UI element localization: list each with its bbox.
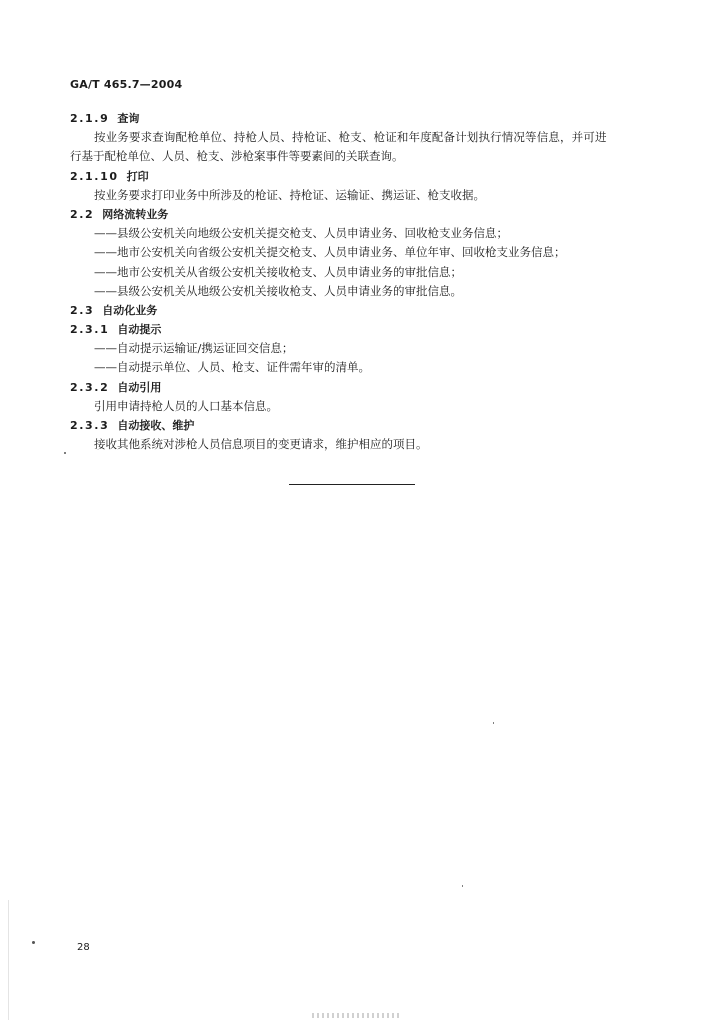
section-title: 自动化业务 bbox=[102, 303, 158, 317]
section-title: 打印 bbox=[126, 169, 149, 183]
section-heading-2-2 bbox=[70, 205, 640, 224]
paragraph-line: 引用申请持枪人员的人口基本信息。 bbox=[94, 398, 278, 413]
section-title: 网络流转业务 bbox=[102, 207, 169, 221]
section-title: 自动接收、维护 bbox=[117, 419, 195, 432]
end-of-standard-rule bbox=[289, 484, 415, 485]
standard-code: GA/T 465.7—2004 bbox=[70, 78, 183, 91]
list-item: ——县级公安机关从地级公安机关接收枪支、人员申请业务的审批信息。 bbox=[94, 283, 462, 298]
section-heading-2-3-2 bbox=[70, 378, 640, 397]
scan-speck bbox=[64, 452, 66, 454]
section-title: 自动引用 bbox=[117, 380, 162, 394]
section-number: 2.3.1 bbox=[70, 323, 110, 337]
section-heading-2-3-1 bbox=[70, 320, 640, 339]
list-item: ——县级公安机关向地级公安机关提交枪支、人员申请业务、回收枪支业务信息； bbox=[94, 226, 508, 241]
section-title: 自动提示 bbox=[117, 323, 162, 337]
section-number: 2.3 bbox=[70, 303, 95, 317]
scan-speck bbox=[462, 885, 463, 887]
document-body bbox=[70, 109, 640, 454]
list-item: ——自动提示单位、人员、枪支、证件需年审的清单。 bbox=[94, 360, 370, 375]
section-heading-2-3 bbox=[70, 301, 640, 320]
paragraph-line: 行基于配枪单位、人员、枪支、涉枪案事件等要素间的关联查询。 bbox=[70, 149, 404, 164]
section-heading-2-3-3 bbox=[70, 416, 640, 435]
scan-edge-shadow bbox=[8, 900, 9, 1020]
section-number: 2.2 bbox=[70, 207, 95, 221]
section-number: 2.1.10 bbox=[70, 169, 119, 183]
list-item: ——地市公安机关向省级公安机关提交枪支、人员申请业务、单位年审、回收枪支业务信息； bbox=[94, 245, 566, 260]
list-item: ——自动提示运输证/携运证回交信息； bbox=[94, 341, 294, 356]
page-number: 28 bbox=[77, 942, 90, 953]
scan-speck bbox=[32, 941, 35, 944]
section-number: 2.3.3 bbox=[70, 419, 110, 432]
paragraph-line: 按业务要求打印业务中所涉及的枪证、持枪证、运输证、携运证、枪支收据。 bbox=[94, 187, 485, 202]
paragraph-line: 接收其他系统对涉枪人员信息项目的变更请求，维护相应的项目。 bbox=[94, 437, 428, 452]
scan-footer-noise bbox=[312, 1013, 402, 1018]
section-heading-2-1-10 bbox=[70, 167, 640, 186]
paragraph-line: 按业务要求查询配枪单位、持枪人员、持枪证、枪支、枪证和年度配备计划执行情况等信息，并可进 bbox=[94, 130, 607, 145]
section-title: 查询 bbox=[117, 112, 140, 125]
section-number: 2.3.2 bbox=[70, 380, 110, 394]
list-item: ——地市公安机关从省级公安机关接收枪支、人员申请业务的审批信息； bbox=[94, 264, 462, 279]
scan-speck bbox=[493, 722, 494, 724]
section-heading-2-1-9 bbox=[70, 109, 640, 128]
section-number: 2.1.9 bbox=[70, 112, 110, 125]
